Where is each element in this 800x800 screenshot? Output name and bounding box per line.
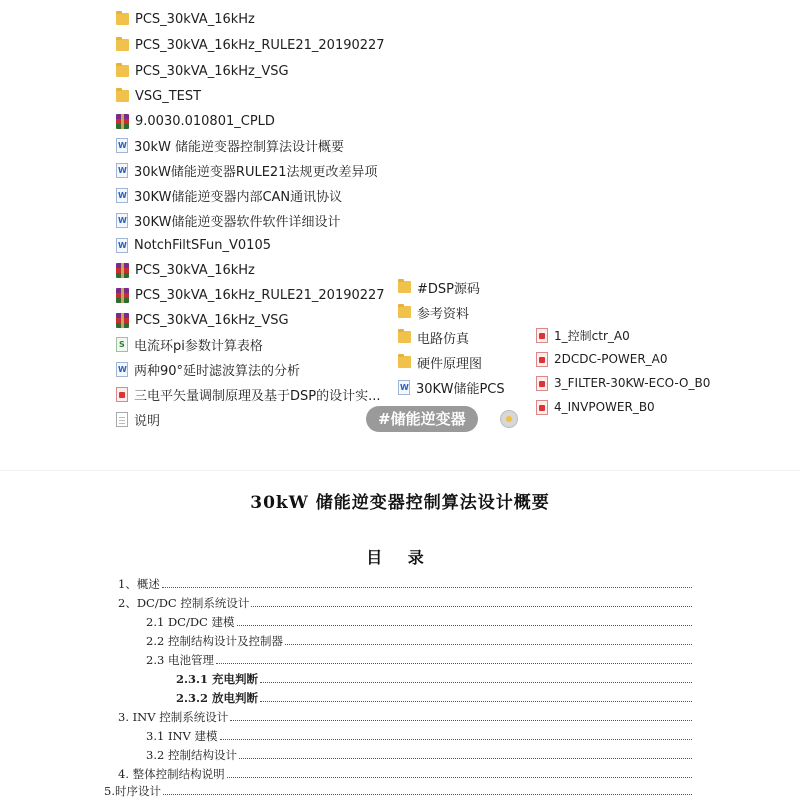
file-item[interactable] [116, 383, 381, 405]
file-label: 30kW储能逆变器RULE21法规更改差异项 [134, 164, 378, 180]
toc-leader [230, 719, 692, 721]
text-file-icon [116, 412, 128, 427]
file-item[interactable] [398, 376, 505, 398]
file-label: VSG_TEST [135, 88, 202, 104]
toc-entry[interactable] [104, 780, 692, 799]
file-label: 2DCDC-POWER_A0 [554, 352, 668, 366]
toc-entry[interactable] [118, 706, 692, 725]
file-label: PCS_30kVA_16kHz_VSG [135, 63, 289, 79]
toc-leader [163, 793, 692, 795]
toc-entry[interactable] [146, 725, 692, 744]
toc-entry[interactable] [146, 611, 692, 630]
word-doc-icon [116, 238, 128, 253]
folder-icon [116, 13, 129, 25]
toc-entry[interactable] [176, 668, 692, 687]
file-item[interactable] [116, 85, 201, 107]
toc-entry-text: 2、DC/DC 控制系统设计 [118, 596, 250, 610]
toc-entry[interactable] [146, 649, 692, 668]
file-label: 9.0030.010801_CPLD [135, 113, 275, 129]
toc-entry-text: 2.1 DC/DC 建模 [146, 615, 235, 629]
word-doc-icon [116, 138, 128, 153]
archive-icon [116, 313, 129, 328]
folder-icon [116, 90, 129, 102]
toc-leader [220, 738, 692, 740]
toc-leader [260, 700, 692, 702]
file-label: 3_FILTER-30KW-ECO-O_B0 [554, 376, 711, 390]
file-label: 说明 [134, 413, 161, 429]
toc-leader [239, 757, 692, 759]
toc-heading: 目 录 [366, 548, 434, 567]
file-label: 30KW储能逆变器内部CAN通讯协议 [134, 189, 343, 205]
folder-icon [116, 39, 129, 51]
file-item[interactable] [116, 110, 275, 132]
pdf-icon [536, 328, 548, 343]
file-item[interactable] [116, 184, 342, 206]
toc-entry-text: 3.2 控制结构设计 [146, 748, 237, 762]
pdf-icon [116, 387, 128, 402]
section-divider [0, 470, 800, 471]
file-label: PCS_30kVA_16kHz [135, 11, 255, 27]
folder-icon [398, 331, 411, 343]
file-item[interactable] [536, 396, 655, 418]
file-label: 30KW储能逆变器软件软件详细设计 [134, 214, 341, 230]
file-label: 4_INVPOWER_B0 [554, 400, 655, 414]
file-item[interactable] [116, 209, 340, 231]
toc-leader [260, 681, 692, 683]
file-label: 30KW储能PCS [416, 381, 505, 397]
document-title: 30kW 储能逆变器控制算法设计概要 [250, 493, 550, 513]
toc-entry-text: 2.2 控制结构设计及控制器 [146, 634, 283, 648]
toc-entry[interactable] [118, 573, 692, 592]
file-item[interactable] [398, 301, 469, 323]
coin-icon [500, 410, 518, 428]
word-doc-icon [398, 380, 410, 395]
toc-entry-text: 3.1 INV 建模 [146, 729, 218, 743]
file-item[interactable] [116, 259, 255, 281]
file-label: 两种90°延时滤波算法的分析 [134, 363, 301, 379]
file-item[interactable] [116, 234, 271, 256]
file-label: 30kW 储能逆变器控制算法设计概要 [134, 139, 345, 155]
pdf-icon [536, 400, 548, 415]
file-label: PCS_30kVA_16kHz [135, 262, 255, 278]
file-item[interactable] [536, 324, 630, 346]
toc-entry-text: 2.3.1 充电判断 [176, 672, 259, 686]
file-item[interactable] [116, 60, 289, 82]
file-label: 参考资料 [417, 306, 470, 322]
archive-icon [116, 288, 129, 303]
file-label: PCS_30kVA_16kHz_VSG [135, 312, 289, 328]
file-label: 三电平矢量调制原理及基于DSP的设计实... [134, 388, 381, 404]
word-doc-icon [116, 163, 128, 178]
archive-icon [116, 263, 129, 278]
folder-icon [398, 281, 411, 293]
file-label: PCS_30kVA_16kHz_RULE21_20190227 [135, 287, 385, 303]
file-item[interactable] [116, 134, 344, 156]
word-doc-icon [116, 362, 128, 377]
toc-leader [285, 643, 692, 645]
toc-entry-text: 5.时序设计 [104, 784, 161, 798]
word-doc-icon [116, 213, 128, 228]
toc-entry[interactable] [146, 630, 692, 649]
toc-entry[interactable] [176, 687, 692, 706]
toc-leader [251, 605, 692, 607]
file-item[interactable] [536, 372, 710, 394]
file-label: #DSP源码 [417, 281, 480, 297]
file-item[interactable] [116, 333, 263, 355]
file-item[interactable] [116, 34, 385, 56]
file-label: 电路仿真 [417, 331, 470, 347]
hashtag-chip[interactable]: #储能逆变器 [366, 406, 478, 432]
file-item[interactable] [398, 326, 469, 348]
pdf-icon [536, 376, 548, 391]
toc-entry-text: 4. 整体控制结构说明 [118, 767, 225, 781]
toc-entry-text: 1、概述 [118, 577, 160, 591]
file-item[interactable] [116, 8, 255, 30]
toc-leader [227, 776, 692, 778]
file-label: 1_控制ctr_A0 [554, 328, 630, 343]
spreadsheet-icon [116, 337, 128, 352]
file-item[interactable] [116, 309, 289, 331]
word-doc-icon [116, 188, 128, 203]
file-label: 电流环pi参数计算表格 [134, 338, 263, 354]
toc-entry[interactable] [118, 592, 692, 611]
toc-entry-text: 2.3 电池管理 [146, 653, 214, 667]
archive-icon [116, 114, 129, 129]
pdf-icon [536, 352, 548, 367]
file-item[interactable] [398, 276, 480, 298]
file-label: NotchFiltSFun_V0105 [134, 237, 271, 253]
file-item[interactable] [116, 408, 160, 430]
folder-icon [398, 306, 411, 318]
file-item[interactable] [398, 351, 482, 373]
toc-leader [216, 662, 692, 664]
folder-icon [398, 356, 411, 368]
folder-icon [116, 65, 129, 77]
toc-entry[interactable] [146, 744, 692, 763]
file-label: 硬件原理图 [417, 356, 483, 372]
toc-entry-text: 3. INV 控制系统设计 [118, 710, 229, 724]
toc-leader [162, 586, 692, 588]
file-item[interactable] [116, 284, 385, 306]
file-label: PCS_30kVA_16kHz_RULE21_20190227 [135, 37, 385, 53]
toc-entry-text: 2.3.2 放电判断 [176, 691, 259, 705]
file-item[interactable] [116, 358, 300, 380]
file-item[interactable] [536, 348, 668, 370]
toc-leader [237, 624, 692, 626]
file-item[interactable] [116, 159, 377, 181]
